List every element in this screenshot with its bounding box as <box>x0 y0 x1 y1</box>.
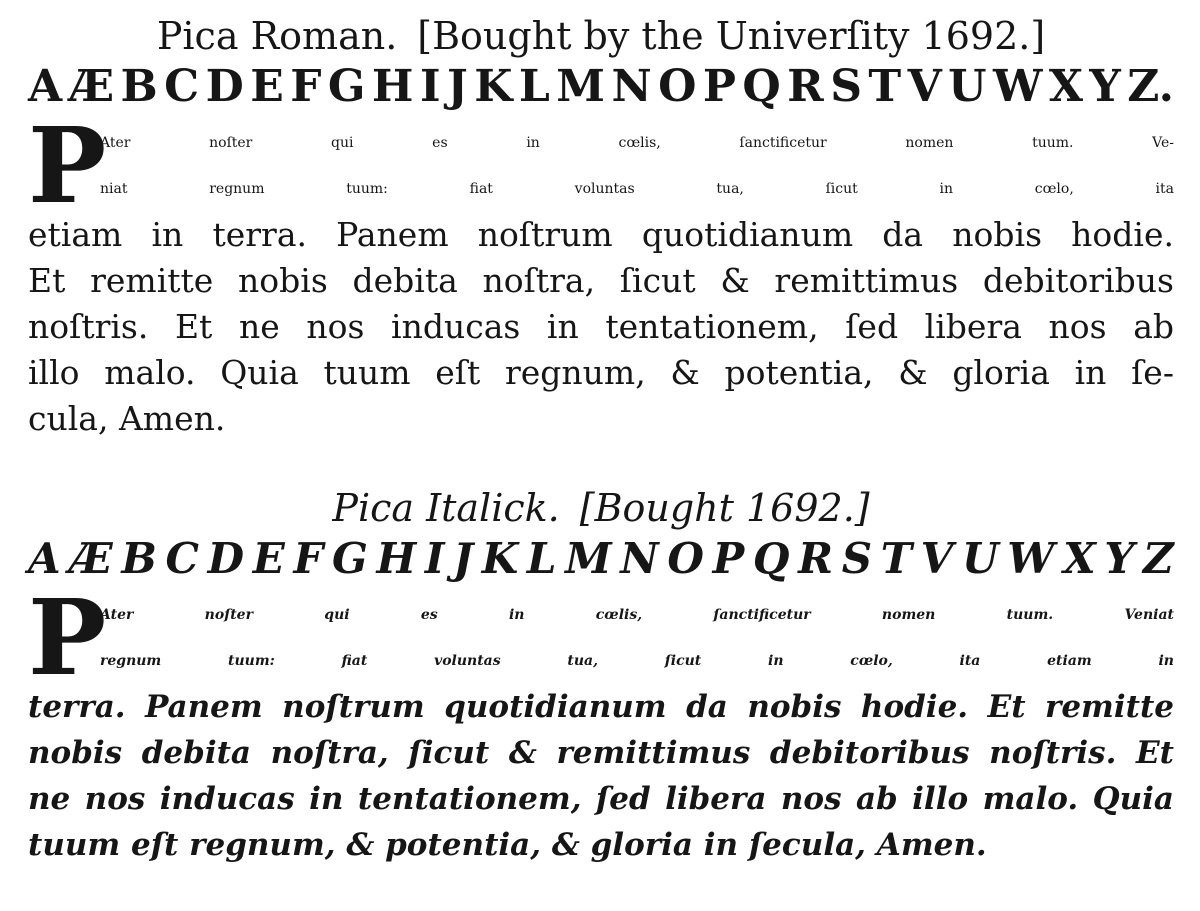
text-line: ne nos inducas in tentationem, ſed libera nos ab illo malo. Quia <box>28 781 1174 817</box>
alphabet-letter: L <box>526 534 557 583</box>
text-line: noſtris. Et ne nos inducas in tentationem, ſed libera nos ab <box>28 307 1174 346</box>
alphabet-letter: B <box>120 61 158 112</box>
alphabet-letter: J <box>453 534 474 583</box>
alphabet-letter: Æ <box>68 61 115 112</box>
alphabet-letter: O <box>658 61 697 112</box>
alphabet-letter: K <box>474 61 513 112</box>
alphabet-letter: M <box>556 61 606 112</box>
pica-italick-specimen <box>28 486 1174 868</box>
text-line: Ater noſter qui es in cœlis, ſanctificetur nomen tuum. Veniat <box>100 607 1174 623</box>
alphabet-letter: U <box>961 534 999 583</box>
alphabet-letter: C <box>164 61 200 112</box>
alphabet-letter: Y <box>1104 534 1135 583</box>
alphabet-letter: N <box>611 61 652 112</box>
alphabet-letter: Q <box>742 61 781 112</box>
roman-heading <box>28 14 1174 62</box>
alphabet-letter: E <box>252 534 285 583</box>
italic-alphabet <box>28 534 1174 592</box>
italic-heading-note: [Bought 1692.] <box>579 486 870 530</box>
roman-heading-note: [Bought by the Univerſity 1692.] <box>417 14 1046 58</box>
alphabet-letter: V <box>920 534 954 583</box>
alphabet-letter: W <box>992 61 1043 112</box>
italic-heading-title: Pica Italick. <box>332 486 560 530</box>
alphabet-letter: S <box>841 534 873 583</box>
alphabet-letter: D <box>207 534 245 583</box>
italic-heading <box>28 486 1174 534</box>
alphabet-letter: F <box>290 61 322 112</box>
alphabet-letter: F <box>293 534 324 583</box>
pica-roman-specimen <box>28 14 1174 442</box>
roman-heading-title: Pica Roman. <box>156 14 398 58</box>
text-line: Ater noſter qui es in cœlis, ſanctificetur nomen tuum. Ve- <box>100 135 1174 151</box>
roman-dropcap: P <box>28 104 107 227</box>
alphabet-letter: R <box>798 534 834 583</box>
alphabet-letter: A <box>28 61 63 112</box>
alphabet-letter: I <box>419 61 441 112</box>
alphabet-letter: H <box>376 534 417 583</box>
roman-alphabet <box>28 62 1174 120</box>
alphabet-letter: G <box>327 61 366 112</box>
alphabet-letter: U <box>948 61 987 112</box>
italic-paternoster-text <box>28 576 1174 868</box>
text-line: terra. Panem noſtrum quotidianum da nobis hodie. Et remitte <box>28 689 1174 725</box>
alphabet-letter: G <box>331 534 368 583</box>
alphabet-letter: T <box>868 61 902 112</box>
alphabet-letter: T <box>880 534 912 583</box>
alphabet-letter: H <box>371 61 414 112</box>
alphabet-letter: J <box>446 61 468 112</box>
alphabet-letter: A <box>28 534 61 583</box>
alphabet-letter: W <box>1007 534 1055 583</box>
alphabet-letter: O <box>667 534 704 583</box>
alphabet-letter: Z <box>1143 534 1174 583</box>
text-line: cula, Amen. <box>28 399 226 438</box>
alphabet-letter: P <box>712 534 745 583</box>
roman-paternoster-text <box>28 104 1174 442</box>
alphabet-letter: R <box>787 61 824 112</box>
italic-dropcap: P <box>28 576 107 699</box>
alphabet-letter: Z. <box>1127 61 1174 112</box>
alphabet-letter: K <box>481 534 519 583</box>
alphabet-letter: N <box>620 534 659 583</box>
alphabet-letter: Q <box>752 534 790 583</box>
alphabet-letter: S <box>830 61 862 112</box>
alphabet-letter: B <box>121 534 157 583</box>
alphabet-letter: V <box>907 61 942 112</box>
alphabet-letter: Æ <box>69 534 113 583</box>
text-line: etiam in terra. Panem noſtrum quotidianum da nobis hodie. <box>28 215 1174 254</box>
alphabet-letter: C <box>165 534 199 583</box>
alphabet-letter: I <box>424 534 445 583</box>
alphabet-letter: X <box>1063 534 1096 583</box>
text-line: Et remitte nobis debita noſtra, ſicut & remittimus debitoribus <box>28 261 1174 300</box>
text-line: nobis debita noſtra, ſicut & remittimus debitoribus noſtris. Et <box>28 735 1174 771</box>
text-line: niat regnum tuum: fiat voluntas tua, ſicut in cœlo, ita <box>100 181 1174 197</box>
alphabet-letter: D <box>205 61 244 112</box>
text-line: tuum eſt regnum, & potentia, & gloria in ſecula, Amen. <box>28 827 987 863</box>
alphabet-letter: L <box>518 61 550 112</box>
alphabet-letter: Y <box>1089 61 1121 112</box>
text-line: illo malo. Quia tuum eſt regnum, & potentia, & gloria in ſe- <box>28 353 1174 392</box>
alphabet-letter: X <box>1048 61 1083 112</box>
alphabet-letter: M <box>565 534 612 583</box>
alphabet-letter: P <box>702 61 736 112</box>
text-line: regnum tuum: fiat voluntas tua, ſicut in cœlo, ita etiam in <box>100 653 1174 669</box>
alphabet-letter: E <box>250 61 284 112</box>
